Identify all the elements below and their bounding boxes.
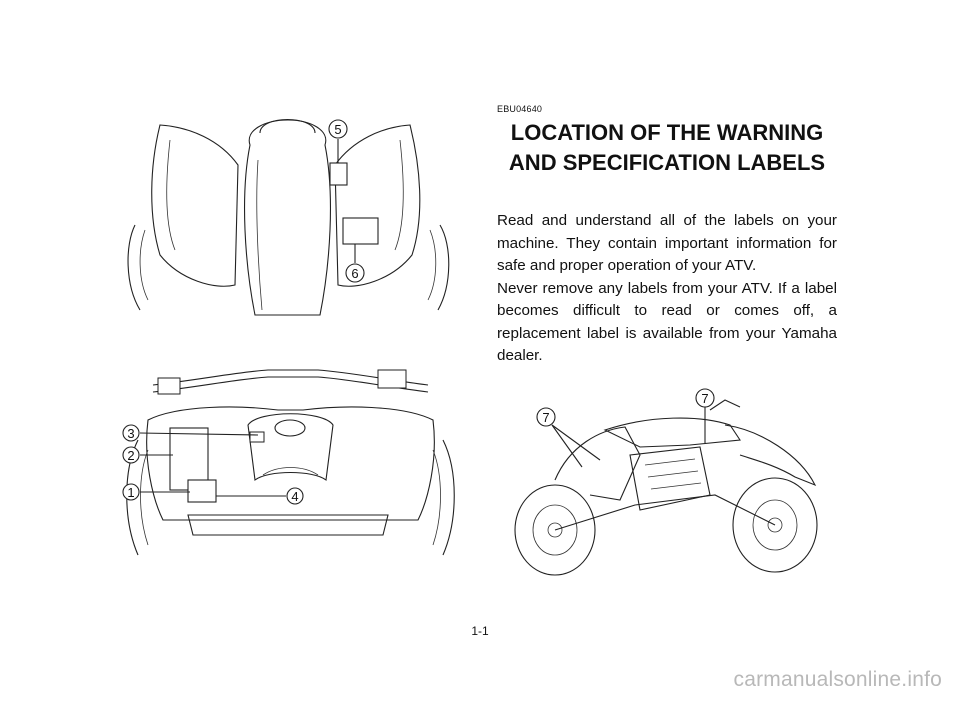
callout-1-label: 1 [127,485,135,500]
callout-2-label: 2 [127,448,135,463]
body-text [497,210,837,368]
callout-5-label: 5 [334,122,342,137]
page-title-line-1: LOCATION OF THE WARNING [510,120,824,145]
document-code: EBU04640 [497,104,543,114]
callout-4-label: 4 [291,489,299,504]
paragraph-read-labels: Read and understand all of the labels on your machine. They contain important information for safe and proper operation of your ATV. [497,212,837,274]
callout-3-label: 3 [127,426,135,441]
callout-7-right-label: 7 [701,391,709,406]
page-title [497,118,837,178]
atv-side-view-illustration [510,385,840,585]
watermark: carmanualsonline.info [733,668,942,691]
atv-rear-view-illustration [120,105,465,320]
callout-7-left-label: 7 [542,410,550,425]
page-title-line-2: AND SPECIFICATION LABELS [508,150,826,175]
atv-front-view-illustration [118,350,463,560]
page-number: 1-1 [471,624,489,638]
paragraph-never-remove: Never remove any labels from your ATV. If a label becomes difficult to read or comes off, a replacement label is available from your Yamaha dealer. [497,279,837,364]
callout-6-label: 6 [351,266,359,281]
